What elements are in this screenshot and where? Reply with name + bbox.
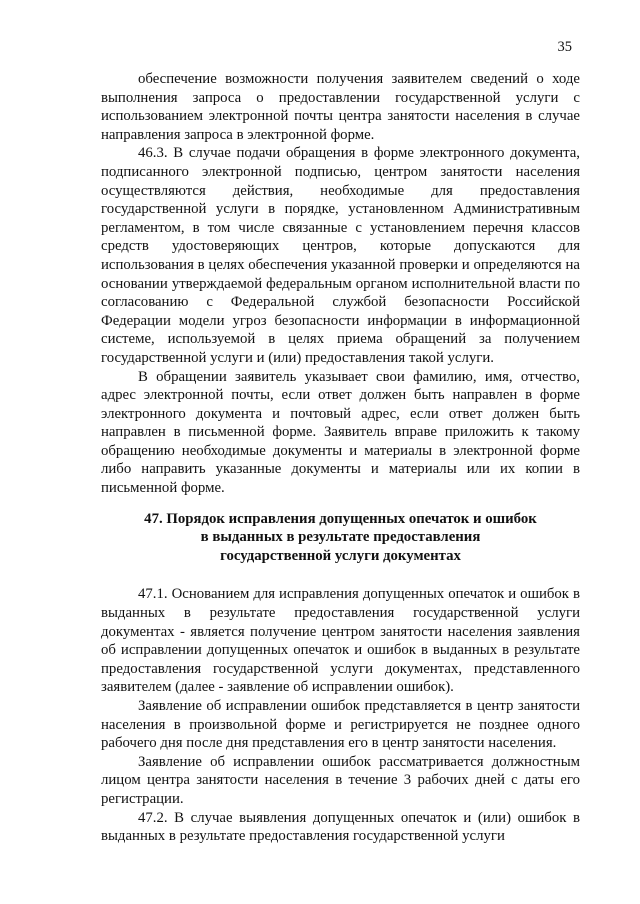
paragraph-applicant-details: В обращении заявитель указывает свои фамилию, имя, отчество, адрес электронной почты, если ответ должен быть направлен в форме электронного документа и почтовый адрес, если ответ должен быть направлен в письменной форме. Заявитель вправе приложить к такому обращению необходимые документы и материалы в электронной форме либо направить указанные документы и материалы или их копии в письменной форме. — [101, 368, 580, 497]
paragraph-correction-review: Заявление об исправлении ошибок рассматривается должностным лицом центра занятости населения в течение 3 рабочих дней с даты его регистрации. — [101, 753, 580, 807]
paragraph-continuation: обеспечение возможности получения заявителем сведений о ходе выполнения запроса о предоставлении государственной услуги с использованием электронной почты центра занятости населения в случае направления запроса в электронной форме. — [101, 71, 580, 143]
heading-line: в выданных в результате предоставления — [200, 529, 481, 546]
paragraph-47-1: 47.1. Основанием для исправления допущенных опечаток и ошибок в выданных в результате предоставления государственной услуги документах - является получение центром занятости населения заявления об исправлении допущенных опечаток и ошибок в выданных в результате предоставления государственной услуги документах, представленного заявителем (далее - заявление об исправлении ошибок). — [101, 586, 580, 696]
section-heading-47 — [101, 510, 580, 566]
page-content — [101, 70, 580, 846]
page-number: 35 — [557, 39, 572, 55]
heading-line: 47. Порядок исправления допущенных опечаток и ошибок — [144, 510, 537, 527]
paragraph-correction-submission: Заявление об исправлении ошибок представляется в центр занятости населения в произвольной форме и регистрируется не позднее одного рабочего дня после дня представления его в центр занятости населения. — [101, 698, 580, 752]
paragraph-47-2: 47.2. В случае выявления допущенных опечаток и (или) ошибок в выданных в результате предоставления государственной услуги — [101, 809, 580, 845]
heading-line: государственной услуги документах — [220, 547, 461, 564]
paragraph-46-3: 46.3. В случае подачи обращения в форме электронного документа, подписанного электронной подписью, центром занятости населения осуществляются действия, необходимые для предоставления государственной услуги в порядке, установленном Административным регламентом, в том числе связанные с установлением перечня классов средств удостоверяющих центров, которые допускаются для использования в целях обеспечения указанной проверки и определяются на основании утверждаемой федеральным органом исполнительной власти по согласованию с Федеральной службой безопасности Российской Федерации модели угроз безопасности информации в информационной системе, используемой в целях приема обращений за получением государственной услуги и (или) предоставления такой услуги. — [101, 145, 580, 366]
